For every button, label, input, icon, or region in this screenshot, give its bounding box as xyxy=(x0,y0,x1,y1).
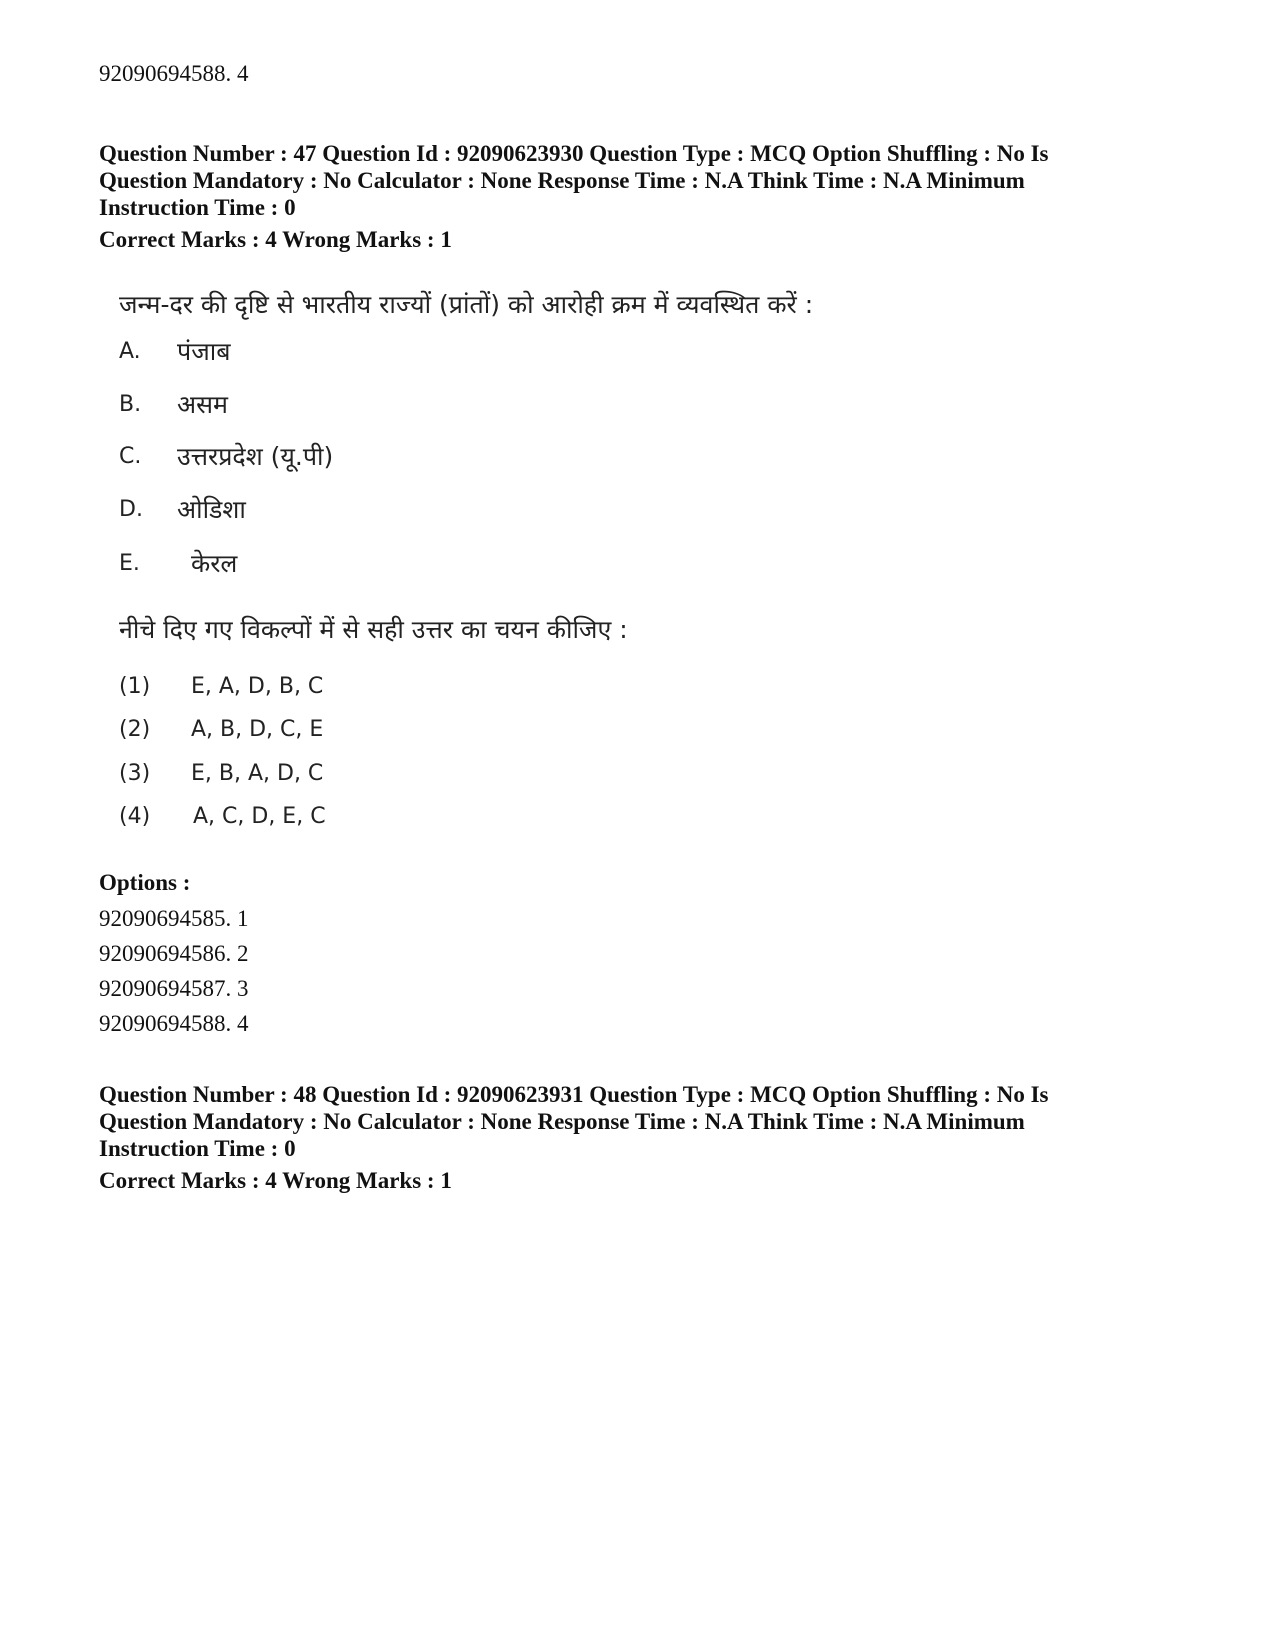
question-48-header xyxy=(99,1081,1179,1194)
choice-number: (4) xyxy=(119,803,151,829)
question-47-choice-2 xyxy=(119,713,323,745)
question-48-meta-line-3: Instruction Time : 0 xyxy=(99,1136,296,1161)
question-47-instruction-text: नीचे दिए गए विकल्पों में से सही उत्तर का चयन कीजिए : xyxy=(119,615,628,644)
option-item: 92090694587. 3 xyxy=(99,976,249,1001)
question-47-meta-line-2: Question Mandatory : No Calculator : None Response Time : N.A Think Time : N.A Minimum xyxy=(99,168,1025,193)
question-47-header xyxy=(99,140,1179,253)
option-item: 92090694588. 4 xyxy=(99,1011,249,1036)
question-47-meta-line-1: Question Number : 47 Question Id : 92090623930 Question Type : MCQ Option Shuffling : No Is xyxy=(99,141,1049,166)
question-47-meta-line-3: Instruction Time : 0 xyxy=(99,195,296,220)
item-text: असम xyxy=(177,390,228,419)
question-47-marks: Correct Marks : 4 Wrong Marks : 1 xyxy=(99,227,452,252)
question-47-prompt-text: जन्म-दर की दृष्टि से भारतीय राज्यों (प्रांतों) को आरोही क्रम में व्यवस्थित करें : xyxy=(119,290,814,319)
item-text: केरल xyxy=(191,549,238,578)
item-label: B. xyxy=(119,391,142,417)
question-47-item-e xyxy=(119,545,237,581)
question-47-item-b xyxy=(119,386,228,422)
choice-text: A, C, D, E, C xyxy=(193,803,326,829)
options-title: Options : xyxy=(99,870,191,895)
question-47-choice-4 xyxy=(119,800,326,832)
option-item: 92090694586. 2 xyxy=(99,941,249,966)
choice-number: (1) xyxy=(119,673,151,699)
question-47-item-d xyxy=(119,491,246,527)
question-48-marks: Correct Marks : 4 Wrong Marks : 1 xyxy=(99,1168,452,1193)
question-47-instruction xyxy=(119,612,628,646)
question-47-item-a xyxy=(119,333,231,369)
question-47-prompt xyxy=(119,287,813,321)
question-47-options xyxy=(99,864,249,1041)
question-47-choice-1 xyxy=(119,670,323,702)
question-47-choice-3 xyxy=(119,757,323,789)
choice-text: E, A, D, B, C xyxy=(191,673,324,699)
choice-text: A, B, D, C, E xyxy=(191,716,324,742)
choice-number: (2) xyxy=(119,716,151,742)
choice-text: E, B, A, D, C xyxy=(191,760,324,786)
item-label: E. xyxy=(119,550,140,576)
item-label: D. xyxy=(119,496,143,522)
item-text: पंजाब xyxy=(177,337,231,366)
item-label: A. xyxy=(119,338,141,364)
question-47-item-c xyxy=(119,438,333,474)
item-text: ओडिशा xyxy=(177,495,246,524)
item-text: उत्तरप्रदेश (यू.पी) xyxy=(177,442,334,471)
choice-number: (3) xyxy=(119,760,151,786)
option-item: 92090694585. 1 xyxy=(99,906,249,931)
previous-answer: 92090694588. 4 xyxy=(99,61,249,86)
question-48-meta-line-1: Question Number : 48 Question Id : 92090623931 Question Type : MCQ Option Shuffling : No Is xyxy=(99,1082,1049,1107)
item-label: C. xyxy=(119,443,142,469)
question-48-meta-line-2: Question Mandatory : No Calculator : None Response Time : N.A Think Time : N.A Minimum xyxy=(99,1109,1025,1134)
